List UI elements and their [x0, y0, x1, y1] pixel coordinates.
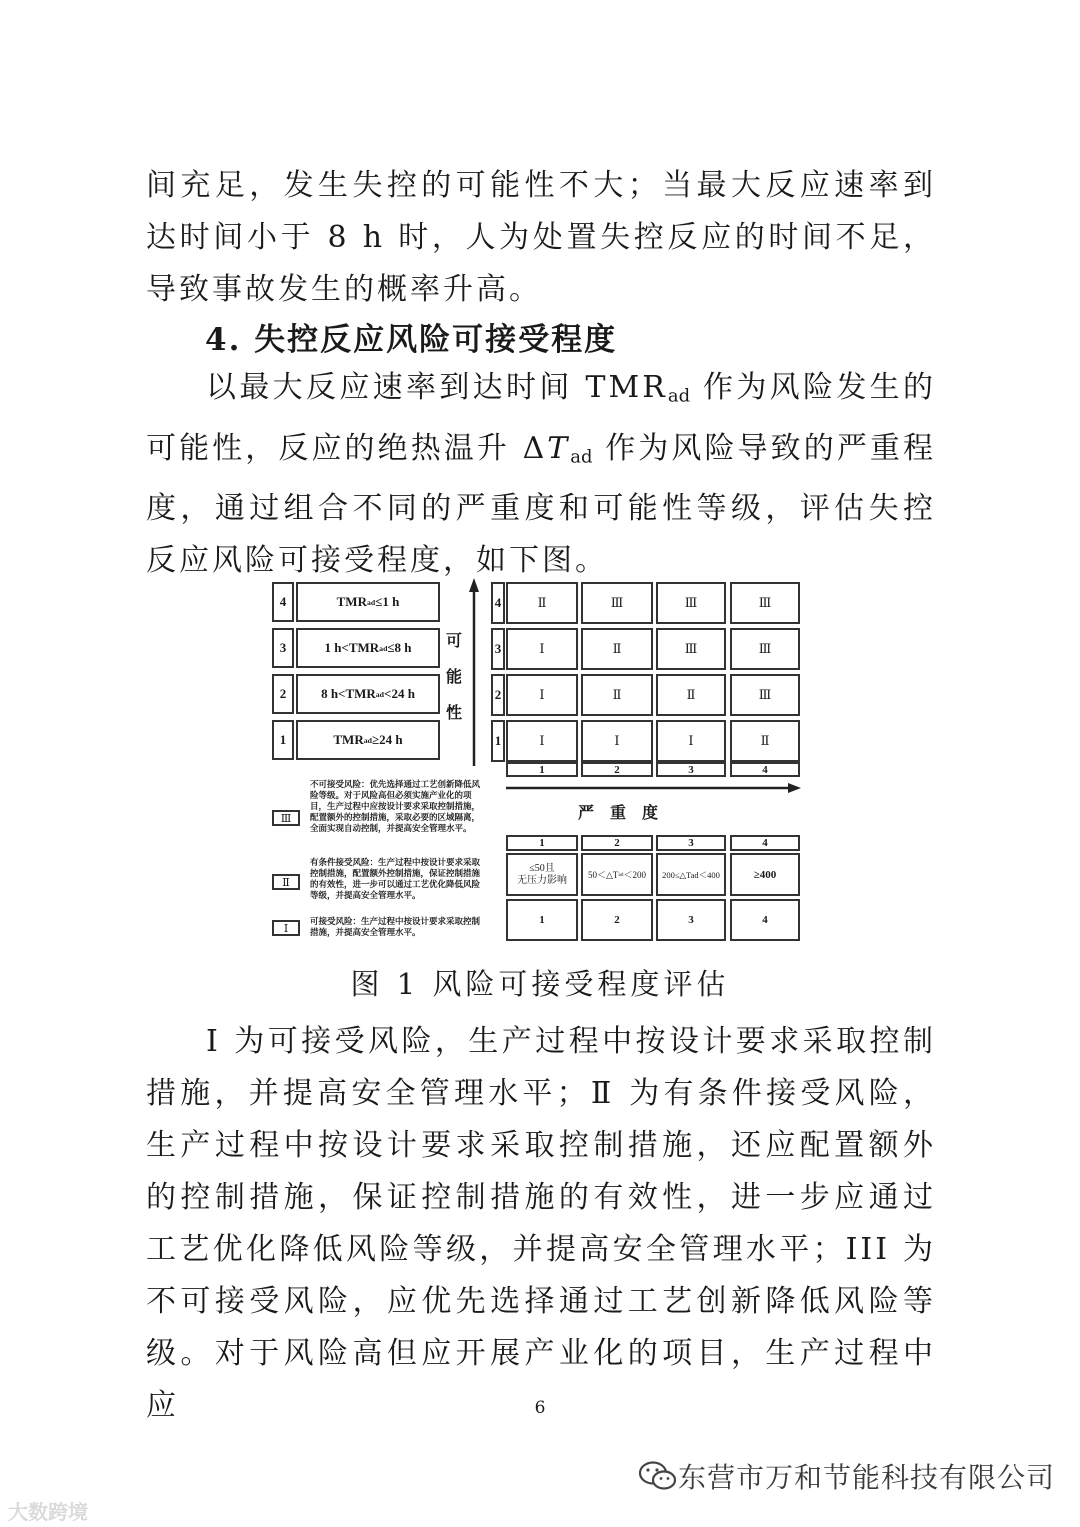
legend-symbol-1: Ⅰ	[272, 920, 300, 936]
severity-col-3: 3	[656, 762, 726, 777]
wechat-icon	[638, 1459, 678, 1493]
matrix-cell-3-3: Ⅲ	[656, 628, 726, 670]
likelihood-label-3: 性	[446, 703, 463, 722]
matrix-row-label-1: 1	[491, 720, 505, 762]
matrix-cell-2-1: Ⅰ	[506, 674, 578, 716]
likelihood-arrow-head	[469, 578, 479, 592]
lk2-post: <24 h	[384, 686, 415, 701]
criteria-head-4: 4	[730, 835, 800, 851]
likelihood-level-2: 2	[272, 674, 294, 714]
lk2-pre: 8 h<TMR	[321, 686, 376, 701]
criteria-bottom-1: 1	[506, 899, 578, 941]
p2-part2: 作为风险发生的可能性，反应的绝热温升 Δ	[146, 370, 936, 466]
severity-col-2: 2	[581, 762, 653, 777]
criteria-1-line2: 无压力影响	[517, 874, 567, 886]
figure-caption: 图 1 风险可接受程度评估	[350, 967, 730, 1001]
criteria-bottom-2: 2	[581, 899, 653, 941]
p2-part3: 作为风险导致的严重程度，通过组合不同的严重度和可能性等级，评估失控反应风险可接受程度，如下图。	[146, 430, 936, 578]
legend-text-2: 有条件接受风险：生产过程中按设计要求采取控制措施，配置额外控制措施，保证控制措施的有效性，进一步可以通过工艺优化降低风险等级，并提高安全管理水平。	[310, 858, 481, 901]
severity-axis-label: 严 重 度	[578, 803, 659, 822]
paragraph-risk-levels: Ⅰ 为可接受风险，生产过程中按设计要求采取控制措施，并提高安全管理水平；Ⅱ 为有条件接受风险，生产过程中按设计要求采取控制措施，还应配置额外的控制措施，保证控制措施的有效性，进一步应通过工艺优化降低风险等级，并提高安全管理水平；III 为不可接受风险，应优先选择通过工艺创新降低风险等级。对于风险高但应开展产业化的项目，生产过程中应	[146, 1024, 936, 1423]
lk1-sub: ad	[363, 735, 372, 745]
lk3-pre: 1 h<TMR	[324, 640, 380, 655]
legend-symbol-2: Ⅱ	[272, 874, 300, 890]
lk1-pre: TMR	[333, 732, 364, 747]
watermark-right	[638, 1456, 1055, 1496]
matrix-cell-1-2: Ⅰ	[581, 720, 653, 762]
likelihood-level-1: 1	[272, 720, 294, 760]
severity-arrow-head	[788, 783, 801, 793]
legend-symbol-3: Ⅲ	[272, 810, 300, 826]
matrix-cell-4-2: Ⅲ	[581, 582, 653, 624]
lk4-pre: TMR	[336, 594, 367, 609]
severity-col-1: 1	[506, 762, 578, 777]
lk2-sub: ad	[375, 689, 385, 699]
criteria-1-line1: ≤50且	[529, 862, 555, 874]
criteria-cell-4: ≥400	[730, 853, 800, 896]
lk4-post: ≤1 h	[375, 594, 400, 609]
matrix-cell-2-3: Ⅱ	[656, 674, 726, 716]
matrix-row-label-4: 4	[491, 582, 505, 624]
lk1-post: ≥24 h	[371, 732, 403, 747]
matrix-cell-2-4: Ⅲ	[730, 674, 800, 716]
p2-symbol: T	[547, 430, 571, 466]
watermark-left	[8, 1496, 88, 1525]
lk3-sub: ad	[379, 643, 388, 653]
p2-sub2: ad	[570, 446, 593, 467]
criteria-head-3: 3	[656, 835, 726, 851]
matrix-cell-4-3: Ⅲ	[656, 582, 726, 624]
criteria-cell-2	[581, 853, 653, 896]
matrix-cell-1-3: Ⅰ	[656, 720, 726, 762]
lk4-sub: ad	[366, 597, 376, 607]
criteria-cell-1	[506, 853, 578, 896]
likelihood-level-3: 3	[272, 628, 294, 668]
paragraph-continued: 间充足，发生失控的可能性不大；当最大反应速率到达时间小于 8 h 时，人为处置失控反应的时间不足，导致事故发生的概率升高。	[146, 168, 936, 307]
legend-text-1: 可接受风险：生产过程中按设计要求采取控制措施，并提高安全管理水平。	[310, 917, 481, 938]
matrix-row-label-2: 2	[491, 674, 505, 716]
watermark-right-text: 东营市万和节能科技有限公司	[678, 1461, 1056, 1494]
criteria-cell-3: 200≤△Tad＜400	[656, 853, 726, 896]
matrix-row-label-3: 3	[491, 628, 505, 670]
watermark-left-text: 大数跨境	[8, 1500, 88, 1524]
likelihood-level-4: 4	[272, 582, 294, 622]
page-number: 6	[534, 1398, 546, 1418]
paragraph-tmr-intro	[146, 362, 936, 587]
matrix-cell-1-4: Ⅱ	[730, 720, 800, 762]
criteria-head-1: 1	[506, 835, 578, 851]
matrix-cell-3-1: Ⅰ	[506, 628, 578, 670]
likelihood-label-1: 可	[446, 631, 463, 650]
section-heading: 4. 失控反应风险可接受程度	[205, 322, 618, 358]
p2-part1: 以最大反应速率到达时间 TMR	[206, 370, 668, 405]
criteria-head-2: 2	[581, 835, 653, 851]
p2-sub1: ad	[667, 385, 691, 407]
likelihood-label-2: 能	[446, 667, 463, 686]
criteria-bottom-3: 3	[656, 899, 726, 941]
legend-text-3: 不可接受风险：优先选择通过工艺创新降低风险等级。对于风险高但必须实施产业化的项目，生产过程中应按设计要求采取控制措施，配置额外的控制措施，采取必要的区域隔离，全面实现自动控制，并提高安全管理水平。	[310, 780, 481, 834]
matrix-cell-2-2: Ⅱ	[581, 674, 653, 716]
lk3-post: ≤8 h	[387, 640, 412, 655]
severity-col-4: 4	[730, 762, 800, 777]
matrix-cell-3-2: Ⅱ	[581, 628, 653, 670]
matrix-cell-4-4: Ⅲ	[730, 582, 800, 624]
matrix-cell-3-4: Ⅲ	[730, 628, 800, 670]
risk-matrix-figure	[268, 576, 808, 948]
criteria-2-sub: ad	[618, 871, 624, 878]
criteria-2-pre: 50＜△T	[587, 870, 619, 880]
criteria-bottom-4: 4	[730, 899, 800, 941]
matrix-cell-4-1: Ⅱ	[506, 582, 578, 624]
matrix-cell-1-1: Ⅰ	[506, 720, 578, 762]
criteria-2-post: ＜200	[623, 870, 647, 880]
